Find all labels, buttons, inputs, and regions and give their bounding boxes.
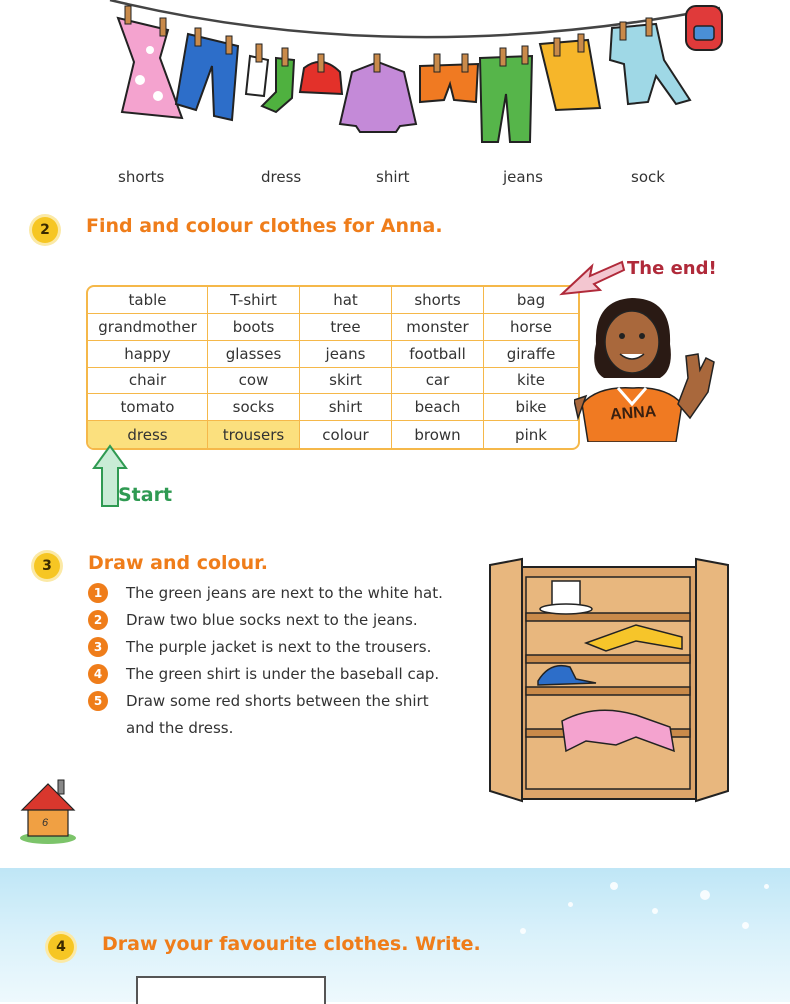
grid-cell[interactable]: boots	[208, 314, 300, 341]
clothes-word: sock	[631, 168, 665, 186]
grid-cell[interactable]: tree	[300, 314, 392, 341]
section-number-badge: 2	[32, 217, 58, 243]
grid-cell-highlighted[interactable]: trousers	[208, 421, 300, 448]
grid-cell[interactable]: skirt	[300, 368, 392, 395]
grid-cell[interactable]: hat	[300, 287, 392, 314]
section-title: Find and colour clothes for Anna.	[86, 215, 443, 237]
clothes-word: shorts	[118, 168, 165, 186]
grid-cell[interactable]: football	[392, 341, 484, 368]
white-hat-icon	[552, 581, 580, 607]
item-number: 4	[88, 664, 108, 684]
grid-cell[interactable]: beach	[392, 394, 484, 421]
grid-cell[interactable]: kite	[484, 368, 578, 395]
instruction-text: The green shirt is under the baseball cap.	[126, 665, 440, 683]
page-number-house-icon	[18, 778, 76, 844]
section-number-badge: 3	[34, 553, 60, 579]
grid-cell[interactable]: horse	[484, 314, 578, 341]
word-grid	[86, 285, 580, 450]
grid-cell[interactable]: bike	[484, 394, 578, 421]
grid-cell[interactable]: tomato	[88, 394, 208, 421]
section-title: Draw and colour.	[88, 552, 268, 574]
grid-cell[interactable]: shirt	[300, 394, 392, 421]
clothes-word: jeans	[503, 168, 543, 186]
grid-cell[interactable]: grandmother	[88, 314, 208, 341]
instruction-text: The purple jacket is next to the trousers.	[126, 638, 432, 656]
item-number: 2	[88, 610, 108, 630]
grid-cell[interactable]: monster	[392, 314, 484, 341]
item-number: 5	[88, 691, 108, 711]
page-number: 6	[42, 817, 49, 829]
item-number: 3	[88, 637, 108, 657]
grid-cell[interactable]: T-shirt	[208, 287, 300, 314]
green-trousers-icon	[480, 56, 532, 142]
grid-cell[interactable]: brown	[392, 421, 484, 448]
grid-cell[interactable]: cow	[208, 368, 300, 395]
wardrobe-illustration	[486, 555, 732, 805]
grid-cell[interactable]: bag	[484, 287, 578, 314]
instruction-text: Draw two blue socks next to the jeans.	[126, 611, 418, 629]
grid-cell-highlighted[interactable]: dress	[88, 421, 208, 448]
drawing-box[interactable]	[136, 976, 326, 1004]
grid-cell[interactable]: happy	[88, 341, 208, 368]
yellow-skirt-icon	[540, 40, 600, 110]
grid-cell[interactable]: pink	[515, 425, 547, 444]
instruction-text: The green jeans are next to the white hat.	[126, 584, 443, 602]
anna-shirt-text: ANNA	[609, 403, 657, 424]
clothesline-illustration	[0, 0, 790, 160]
clothes-word: shirt	[376, 168, 410, 186]
start-label: Start	[118, 484, 173, 506]
section-title: Draw your favourite clothes. Write.	[102, 933, 481, 955]
item-number: 1	[88, 583, 108, 603]
grid-cell[interactable]: glasses	[208, 341, 300, 368]
instruction-text-continued: and the dress.	[126, 719, 234, 737]
grid-cell[interactable]: shorts	[392, 287, 484, 314]
pink-dress-icon	[118, 18, 182, 118]
orange-shorts-icon	[420, 64, 478, 102]
section-number-badge: 4	[48, 934, 74, 960]
clothes-word: dress	[261, 168, 302, 186]
instruction-text: Draw some red shorts between the shirt	[126, 692, 429, 710]
end-label: The end!	[627, 258, 717, 279]
grid-cell[interactable]: table	[88, 287, 208, 314]
anna-girl-illustration	[574, 292, 724, 442]
grid-cell[interactable]: chair	[88, 368, 208, 395]
grid-cell[interactable]: socks	[208, 394, 300, 421]
grid-cell[interactable]: giraffe	[484, 341, 578, 368]
grid-cell[interactable]: colour	[300, 421, 392, 448]
grid-cell[interactable]: car	[392, 368, 484, 395]
grid-cell[interactable]: jeans	[300, 341, 392, 368]
